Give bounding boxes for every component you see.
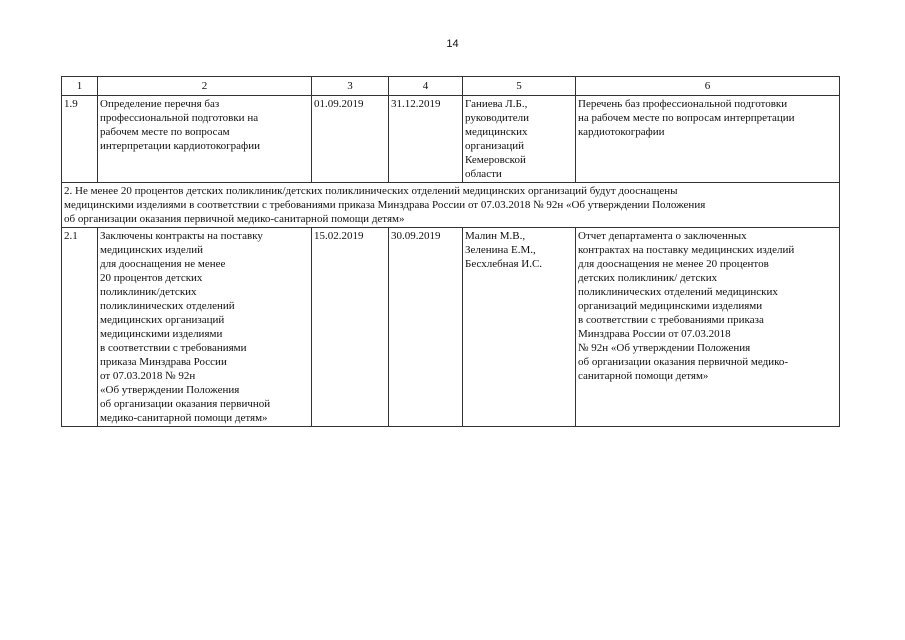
start-date: 15.02.2019 — [312, 228, 389, 427]
task-line: в соответствии с требованиями — [100, 342, 247, 354]
result-cell — [576, 228, 840, 427]
result-line: контрактах на поставку медицинских изделий — [578, 244, 795, 256]
task-line: приказа Минздрава России — [100, 356, 227, 368]
result-line: Минздрава России от 07.03.2018 — [578, 328, 731, 340]
task-line: поликлинических отделений — [100, 300, 235, 312]
result-line: кардиотокографии — [578, 126, 665, 138]
header-cell-1: 1 — [62, 77, 98, 96]
result-line: № 92н «Об утверждении Положения — [578, 342, 751, 354]
end-date: 30.09.2019 — [389, 228, 463, 427]
responsible-line: Ганиева Л.Б., — [465, 98, 528, 110]
responsible-line: медицинских — [465, 126, 528, 138]
header-cell-4: 4 — [389, 77, 463, 96]
responsible-line: организаций — [465, 140, 525, 152]
result-line: поликлинических отделений медицинских — [578, 286, 778, 298]
page-number: 14 — [446, 38, 459, 50]
result-line: на рабочем месте по вопросам интерпретации — [578, 112, 795, 124]
section-line: медицинскими изделиями в соответствии с требованиями приказа Минздрава России от 07.03.2018 № 92н «Об утверждении Положения — [64, 199, 706, 211]
task-line: 20 процентов детских — [100, 272, 203, 284]
responsible-line: области — [465, 168, 502, 180]
responsible-line: Малин М.В., — [465, 230, 526, 242]
plan-table — [61, 76, 840, 427]
header-cell-5: 5 — [463, 77, 576, 96]
responsible-line: Зеленина Е.М., — [465, 244, 536, 256]
result-line: в соответствии с требованиями приказа — [578, 314, 764, 326]
task-cell — [98, 228, 312, 427]
row-number: 2.1 — [62, 228, 98, 427]
task-line: медицинскими изделиями — [100, 328, 223, 340]
task-cell — [98, 96, 312, 183]
table-header-row — [62, 77, 840, 96]
result-cell — [576, 96, 840, 183]
header-cell-3: 3 — [312, 77, 389, 96]
responsible-line: Бесхлебная И.С. — [465, 258, 543, 270]
start-date: 01.09.2019 — [312, 96, 389, 183]
task-line: об организации оказания первичной — [100, 398, 271, 410]
header-cell-6: 6 — [576, 77, 840, 96]
table-row-2-1 — [62, 228, 840, 427]
end-date: 31.12.2019 — [389, 96, 463, 183]
task-line: профессиональной подготовки на — [100, 112, 259, 124]
result-line: детских поликлиник/ детских — [578, 272, 718, 284]
task-line: Определение перечня баз — [100, 98, 220, 110]
responsible-cell — [463, 228, 576, 427]
task-line: поликлиник/детских — [100, 286, 197, 298]
section-line: об организации оказания первичной медико-санитарной помощи детям» — [64, 213, 405, 225]
responsible-cell — [463, 96, 576, 183]
section-line: 2. Не менее 20 процентов детских поликлиник/детских поликлинических отделений медицинских организаций будут дооснащены — [64, 185, 678, 197]
task-line: «Об утверждении Положения — [100, 384, 240, 396]
task-line: интерпретации кардиотокографии — [100, 140, 260, 152]
result-line: Отчет департамента о заключенных — [578, 230, 747, 242]
header-cell-2: 2 — [98, 77, 312, 96]
result-line: об организации оказания первичной медико- — [578, 356, 789, 368]
task-line: медицинских изделий — [100, 244, 203, 256]
responsible-line: Кемеровской — [465, 154, 526, 166]
result-line: Перечень баз профессиональной подготовки — [578, 98, 788, 110]
task-line: медико-санитарной помощи детям» — [100, 412, 268, 424]
responsible-line: руководители — [465, 112, 529, 124]
result-line: санитарной помощи детям» — [578, 370, 709, 382]
table-row-1-9 — [62, 96, 840, 183]
task-line: для дооснащения не менее — [100, 258, 226, 270]
task-line: от 07.03.2018 № 92н — [100, 370, 196, 382]
task-line: Заключены контракты на поставку — [100, 230, 263, 242]
row-number: 1.9 — [62, 96, 98, 183]
result-line: для дооснащения не менее 20 процентов — [578, 258, 769, 270]
section-2-row — [62, 183, 840, 228]
task-line: медицинских организаций — [100, 314, 225, 326]
result-line: организаций медицинскими изделиями — [578, 300, 763, 312]
section-2-heading — [62, 183, 840, 228]
task-line: рабочем месте по вопросам — [100, 126, 230, 138]
